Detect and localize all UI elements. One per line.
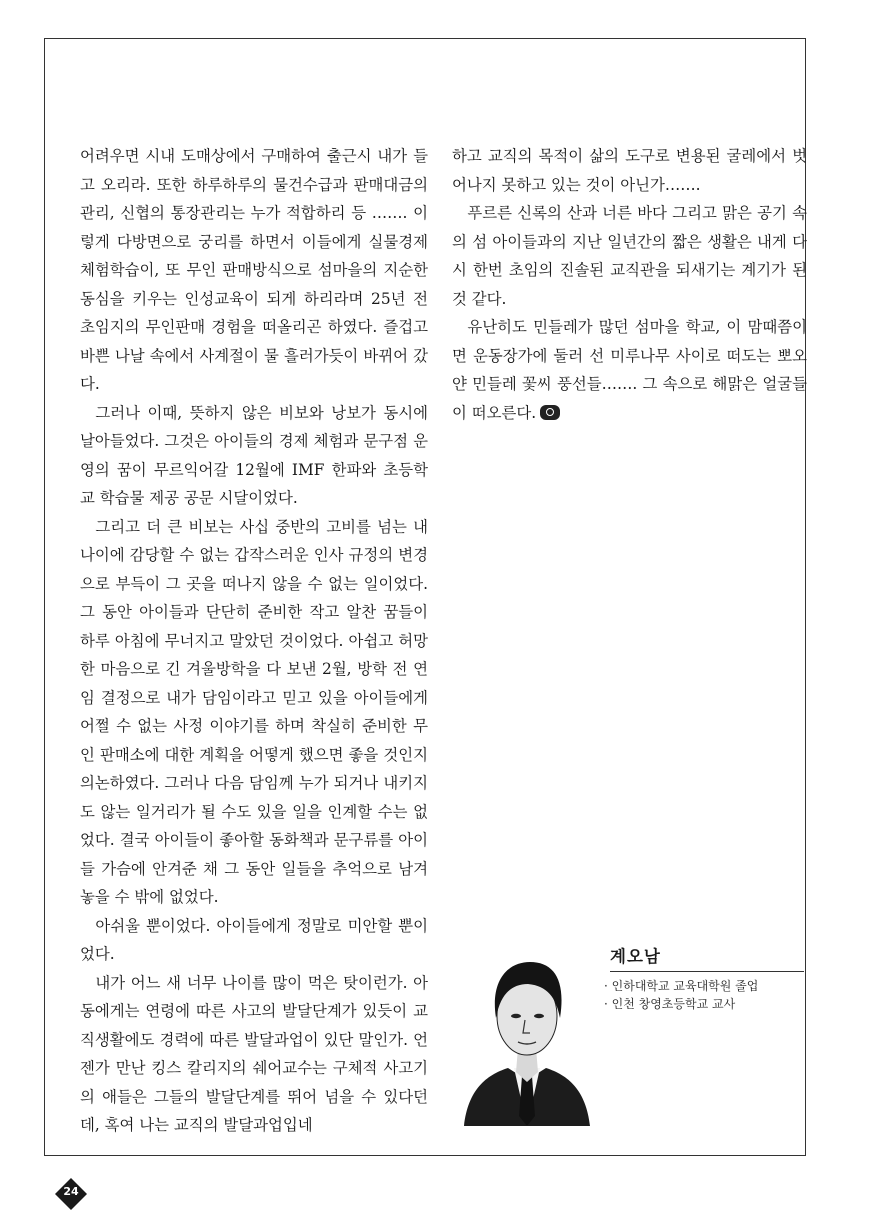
paragraph: 어려우면 시내 도매상에서 구매하여 출근시 내가 들고 오리라. 또한 하루하루의 물건수급과 판매대금의 관리, 신협의 통장관리는 누가 적합하리 등 ……. 이렇게 다방면으로 궁리를 하면서 이들에게 실물경제 체험학습이, 또 무인 판매방식으로 섬마을의 지순한 동심을 키우는 인성교육이 되게 하리라며 25년 전 초임지의 무인판매 경험을 떠올리곤 하였다. 즐겁고 바쁜 나날 속에서 사계절이 물 흘러가듯이 바뀌어 갔다.: [80, 147, 428, 393]
paragraph: 그리고 더 큰 비보는 사십 중반의 고비를 넘는 내 나이에 감당할 수 없는 갑작스러운 인사 규정의 변경으로 부득이 그 곳을 떠나지 않을 수 없는 일이었다. 그 동안 아이들과 단단히 준비한 작고 알찬 꿈들이 하루 아침에 무너지고 말았던 것이었다. 아쉽고 허망한 마음으로 긴 겨울방학을 다 보낸 2월, 방학 전 연임 결정으로 내가 담임이라고 믿고 있을 아이들에게 어쩔 수 없는 사정 이야기를 하며 착실히 준비한 무인 판매소에 대한 계획을 어떻게 했으면 좋을 것인지 의논하였다. 그러나 다음 담임께 누가 되거나 내키지도 않는 일거리가 될 수도 있을 일을 인계할 수는 없었다. 결국 아이들이 좋아할 동화책과 문구류를 아이들 가슴에 안겨준 채 그 동안 일들을 추억으로 남겨 놓을 수 밖에 없었다.: [80, 517, 428, 906]
paragraph: 아쉬울 뿐이었다. 아이들에게 정말로 미안할 뿐이었다.: [80, 916, 428, 963]
author-info: [604, 943, 804, 1012]
paragraph-text: 유난히도 민들레가 많던 섬마을 학교, 이 맘때쯤이면 운동장가에 둘러 선 미루나무 사이로 떠도는 뽀오얀 민들레 꽃씨 풍선들……. 그 속으로 해맑은 얼굴들이 떠오른다.: [452, 318, 807, 422]
author-credential: · 인천 창영초등학교 교사: [604, 997, 736, 1011]
author-name: 계오남: [610, 943, 804, 972]
author-photo: [456, 940, 598, 1126]
paragraph: [452, 313, 807, 427]
end-mark-icon: [540, 405, 560, 420]
article-right-column: [452, 142, 807, 427]
paragraph: 그러나 이때, 뜻하지 않은 비보와 낭보가 동시에 날아들었다. 그것은 아이들의 경제 체험과 문구점 운영의 꿈이 무르익어갈 12월에 IMF 한파와 초등학교 학습물 제공 공문 시달이었다.: [80, 403, 428, 507]
article-left-column: [80, 142, 428, 1140]
frame-bottom-rule: [44, 1155, 806, 1156]
author-credential: · 인하대학교 교육대학원 졸업: [604, 979, 759, 993]
paragraph: 푸르른 신록의 산과 너른 바다 그리고 맑은 공기 속의 섬 아이들과의 지난 일년간의 짧은 생활은 내게 다시 한번 초임의 진솔된 교직관을 되새기는 계기가 된 것 같다.: [452, 204, 807, 308]
paragraph: 내가 어느 새 너무 나이를 많이 먹은 탓이런가. 아동에게는 연령에 따른 사고의 발달단계가 있듯이 교직생활에도 경력에 따른 발달과업이 있단 말인가. 언젠가 만난 킹스 칼리지의 쉐어교수는 구체적 사고기의 애들은 그들의 발달단계를 뛰어 넘을 수 있다던데, 혹여 나는 교직의 발달과업입네: [80, 973, 428, 1134]
page-number: 24: [63, 1185, 79, 1198]
paragraph: 하고 교직의 목적이 삶의 도구로 변용된 굴레에서 벗어나지 못하고 있는 것이 아닌가…….: [452, 147, 807, 194]
